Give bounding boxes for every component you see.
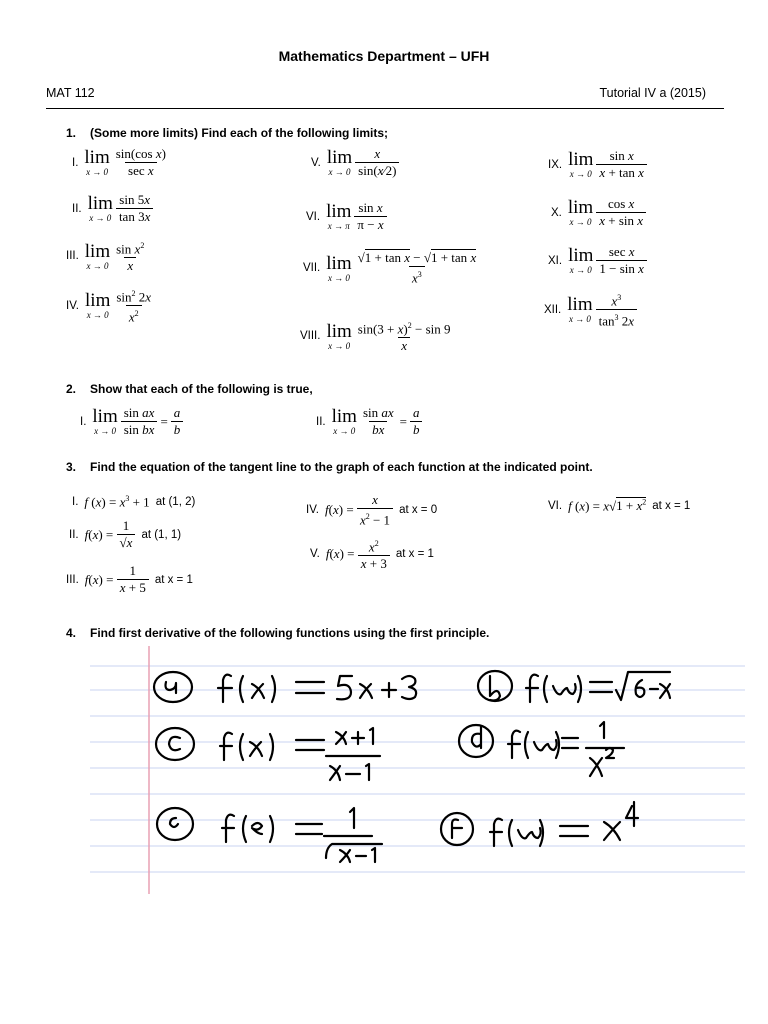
- item-label: XII.: [544, 303, 562, 316]
- point-label: at x = 1: [154, 573, 193, 586]
- question-number: 2.: [66, 382, 77, 396]
- question-4-heading: [66, 626, 489, 640]
- item-label: II.: [72, 202, 82, 215]
- q1-limit-1: I. lim x → 0 $\frac{\text{sin(cos x)}}{\text{sec x}}$: [72, 146, 166, 178]
- item-label: X.: [551, 206, 562, 219]
- handwritten-notes-image: [0, 646, 768, 906]
- item-label: IX.: [548, 158, 563, 171]
- handwritten-item-e: [157, 808, 382, 862]
- course-code: MAT 112: [46, 86, 95, 100]
- point-label: at (1, 1): [141, 528, 182, 541]
- q1-limit-10: X. lim x → 0 $\frac{\text{cos x}}{\text{x + sin x}}$: [551, 196, 646, 229]
- q1-limit-12: XII. lim x → 0 $\frac{x^3}{\tan^3 2x}$: [544, 290, 637, 330]
- question-number: 1.: [66, 126, 77, 140]
- tutorial-label: Tutorial IV a (2015): [599, 86, 706, 100]
- item-label: VI.: [306, 210, 321, 223]
- question-number: 4.: [66, 626, 77, 640]
- item-label: IV.: [306, 504, 320, 517]
- q3-function-2: II. f ( x ) = $\frac{1}{√x}$ at (1, 1): [69, 518, 182, 550]
- q1-limit-8: VIII. lim x → 0 $\frac{\sin(3 + x)^2 - \sin 9}{x}$: [300, 320, 451, 354]
- q1-limit-5: V. lim x → 0 $\frac{x}{\sin(x⁄2)}$: [311, 146, 399, 179]
- question-text: Show that each of the following is true,: [90, 382, 313, 396]
- point-label: at x = 1: [652, 500, 691, 513]
- point-label: at x = 0: [399, 504, 438, 517]
- handwritten-item-b: [478, 671, 670, 702]
- question-text: Find the equation of the tangent line to the graph of each function at the indicated point.: [90, 460, 593, 474]
- item-label: IV.: [66, 299, 80, 312]
- q1-limit-6: VI. lim x → π $\frac{\text{sin x}}{\pi - x}$: [306, 200, 387, 233]
- question-text: (Some more limits) Find each of the following limits;: [90, 126, 389, 140]
- point-label: at x = 1: [395, 548, 434, 561]
- q1-limit-3: III. lim x → 0 $\frac{\sin x^2}{x}$: [66, 240, 145, 274]
- q1-limit-7: VII. lim x → 0 $\frac{\text{√1 + tan x − √1 + tan x}}{x^3}$: [303, 250, 477, 286]
- handwriting-strokes: [154, 671, 670, 862]
- q1-limit-4: IV. lim x → 0 $\frac{\sin^2 2x}{x^2}$: [66, 289, 152, 325]
- item-label: II.: [316, 415, 326, 428]
- question-2-heading: [66, 382, 313, 396]
- item-label: VI.: [548, 500, 563, 513]
- q1-limit-9: IX. lim x → 0 $\frac{\text{sin x}}{\text{x + tan x}}$: [548, 148, 647, 181]
- item-label: V.: [311, 156, 321, 169]
- question-1-heading: [66, 126, 388, 140]
- q3-function-5: V. f ( x ) = $\frac{x^2}{x + 3}$ at x = 1: [310, 539, 434, 572]
- q3-function-4: IV. f ( x ) = $\frac{x}{x^2 - 1}$ at x = 0: [306, 492, 438, 528]
- handwritten-item-a: [154, 672, 416, 702]
- item-label: I.: [72, 496, 79, 509]
- item-label: III.: [66, 250, 79, 263]
- q2-identity-2: II. lim x → 0 $\frac{\text{sin ax}}{bx}$ = $\frac{a}{b}$: [316, 405, 422, 438]
- header-rule: [46, 108, 724, 109]
- handwritten-item-c: [156, 728, 380, 780]
- item-label: I.: [72, 156, 79, 169]
- question-3-heading: [66, 460, 593, 474]
- item-label: V.: [310, 548, 320, 561]
- handwritten-item-f: [441, 802, 638, 846]
- item-label: II.: [69, 528, 79, 541]
- page-title: Mathematics Department – UFH: [278, 48, 490, 64]
- q1-limit-11: XI. lim x → 0 $\frac{\text{sec x}}{\text{1 − sin x}}$: [548, 244, 647, 277]
- q3-function-3: III. f ( x ) = $\frac{1}{x + 5}$ at x = 1: [66, 563, 193, 595]
- item-label: XI.: [548, 254, 563, 267]
- q1-limit-2: II. lim x → 0 $\frac{\sin 5x}{\tan 3x}$: [72, 192, 153, 225]
- item-label: III.: [66, 573, 79, 586]
- question-number: 3.: [66, 460, 77, 474]
- q2-identity-1: I. lim x → 0 $\frac{\text{sin ax}}{\text{sin bx}}$ = $\frac{a}{b}$: [80, 405, 183, 438]
- item-label: VII.: [303, 262, 321, 275]
- question-text: Find first derivative of the following functions using the first principle.: [90, 626, 490, 640]
- item-label: VIII.: [300, 330, 321, 343]
- point-label: at (1, 2): [155, 496, 196, 509]
- q3-function-1: I. f $(x) = x^3 + 1$ at (1, 2): [72, 494, 196, 510]
- q3-function-6: VI. f $(x) = x√1 + x^2$ at x = 1: [548, 498, 691, 514]
- item-label: I.: [80, 415, 87, 428]
